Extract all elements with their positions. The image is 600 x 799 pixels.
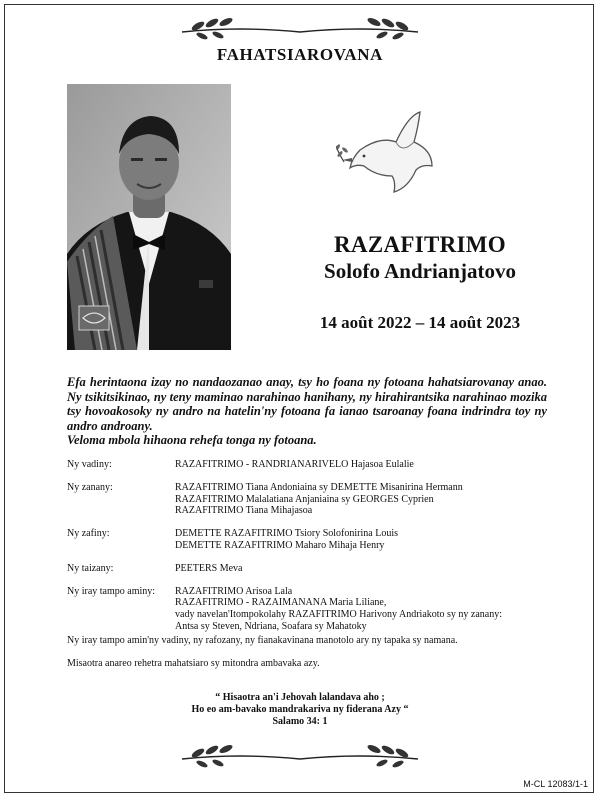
quote-reference: Salamo 34: 1 — [272, 716, 328, 727]
laurel-ornament-top — [178, 14, 422, 42]
laurel-ornament-bottom — [178, 745, 422, 773]
family-row-children — [67, 482, 547, 517]
deceased-surname: RAZAFITRIMO — [334, 232, 506, 257]
family-member: DEMETTE RAZAFITRIMO Maharo Mihaja Henry — [175, 539, 385, 551]
quote-line-2: Ho eo am-bavako mandrakariva ny fiderana Azy “ — [191, 704, 409, 715]
poem-paragraph: Efa herintaona izay no nandaozanao anay, tsy ho foana ny fotoana hahatsiarovanay anao. Ny tsikitsikinao, ny teny maminao narahinao hanihany, ny hirahirantsika narahinao mozika tsy hovoakosoky ny andro na hatelin'ny fotoana fa ianao tsaroanay foana indrindra toy ny andro androany. — [67, 375, 547, 433]
page-title: FAHATSIAROVANA — [216, 45, 384, 64]
family-label: Ny iray tampo aminy: — [67, 585, 156, 597]
family-member: RAZAFITRIMO - RAZAIMANANA Maria Liliane, — [175, 597, 387, 609]
memorial-poem — [67, 375, 547, 448]
family-member: RAZAFITRIMO Tiana Andoniaina sy DEMETTE Misanirina Hermann — [175, 481, 463, 493]
family-member: vady navelan'Itompokolahy RAZAFITRIMO Harivony Andriakoto sy ny zanany: — [175, 609, 503, 621]
family-row-spouse — [67, 459, 547, 471]
family-label: Ny zanany: — [67, 481, 113, 493]
family-row-siblings — [67, 586, 547, 633]
family-label: Ny taizany: — [67, 562, 114, 574]
bible-quote — [0, 692, 600, 728]
family-member: Antsa sy Steven, Ndriana, Soafara sy Mahatoky — [175, 620, 367, 632]
portrait-photo — [67, 84, 231, 350]
family-member: DEMETTE RAZAFITRIMO Tsiory Solofonirina Louis — [175, 528, 398, 540]
memorial-dates: 14 août 2022 – 14 août 2023 — [319, 313, 521, 332]
extended-family-note: Ny iray tampo amin'ny vadiny, ny rafozany, ny fianakavinana manotolo ary ny tapaka sy namana. — [67, 635, 458, 646]
family-member: RAZAFITRIMO - RANDRIANARIVELO Hajasoa Eulalie — [175, 459, 414, 470]
family-label: Ny vadiny: — [67, 459, 112, 470]
deceased-given-names: Solofo Andrianjatovo — [324, 259, 516, 283]
family-member: RAZAFITRIMO Tiana Mihajasoa — [175, 505, 313, 517]
family-list — [67, 459, 547, 644]
family-member: RAZAFITRIMO Malalatiana Anjaniaina sy GEORGES Cyprien — [175, 493, 434, 505]
family-member: PEETERS Meva — [175, 562, 243, 574]
family-row-foster-child — [67, 563, 547, 575]
family-label: Ny zafiny: — [67, 528, 110, 540]
quote-line-1: “ Hisaotra an'i Jehovah lalandava aho ; — [215, 692, 385, 703]
family-row-grandchildren — [67, 528, 547, 552]
thanks-note: Misaotra anareo rehetra mahatsiaro sy mitondra ambavaka azy. — [67, 658, 320, 669]
dove-icon — [336, 106, 444, 206]
document-reference: M-CL 12083/1-1 — [523, 779, 588, 789]
family-member: RAZAFITRIMO Arisoa Lala — [175, 585, 293, 597]
poem-farewell-line: Veloma mbola hihaona rehefa tonga ny fotoana. — [67, 433, 317, 448]
